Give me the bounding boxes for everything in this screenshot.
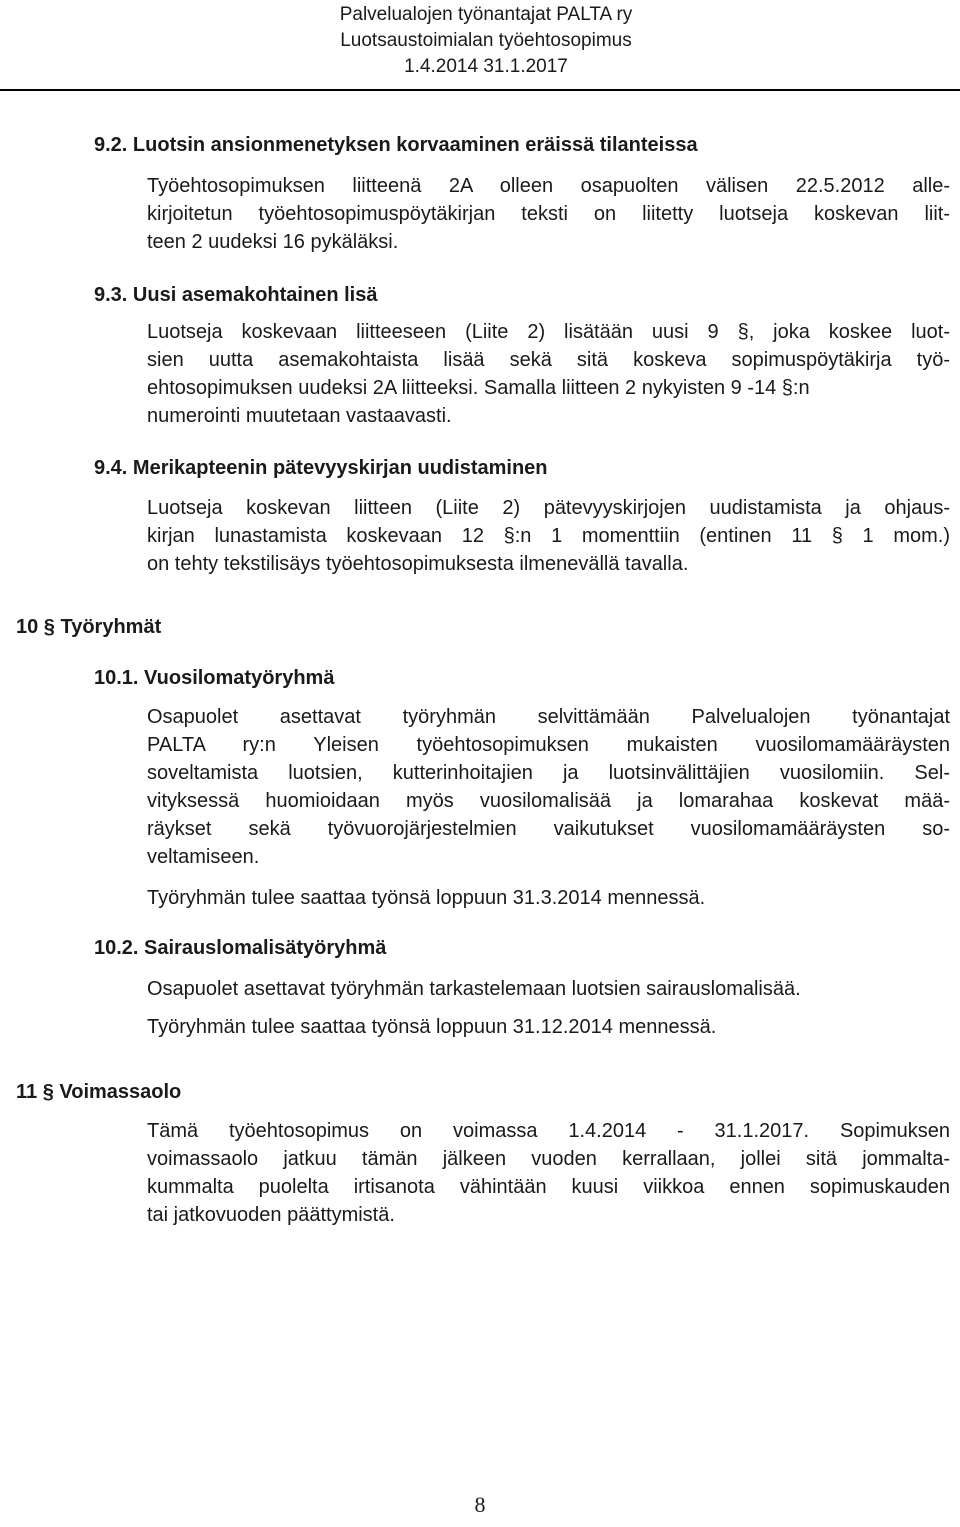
text-line: kummalta puolelta irtisanota vähintään kuusi viikkoa ennen sopimuskauden — [147, 1176, 950, 1198]
text-line: räykset sekä työvuorojärjestelmien vaikutukset vuosilomamääräysten so- — [147, 818, 950, 840]
section-9-3-text — [147, 318, 950, 430]
chapter-11-heading: 11 § Voimassaolo — [16, 1081, 182, 1103]
text-line: soveltamista luotsien, kutterinhoitajien ja luotsinvälittäjien vuosilomiin. Sel- — [147, 762, 950, 784]
header-divider — [0, 89, 960, 91]
text-line: Tämä työehtosopimus on voimassa 1.4.2014 - 31.1.2017. Sopimuksen — [147, 1120, 950, 1142]
text-line: vityksessä huomioidaan myös vuosilomalisää ja lomarahaa koskevat mää- — [147, 790, 950, 812]
section-10-2-heading: 10.2. Sairauslomalisätyöryhmä — [94, 937, 387, 959]
section-10-1-deadline: Työryhmän tulee saattaa työnsä loppuun 31.3.2014 mennessä. — [147, 887, 706, 909]
section-9-2-text — [147, 172, 950, 256]
text-line: voimassaolo jatkuu tämän jälkeen vuoden kerrallaan, jollei sitä jommalta- — [147, 1148, 950, 1170]
header-agreement: Luotsaustoimialan työehtosopimus — [340, 30, 632, 51]
text-line: numerointi muutetaan vastaavasti. — [147, 405, 452, 427]
section-9-4-text — [147, 494, 950, 578]
page-header — [306, 2, 666, 80]
text-line: tai jatkovuoden päättymistä. — [147, 1204, 395, 1226]
header-org: Palvelualojen työnantajat PALTA ry — [339, 4, 633, 25]
section-10-2-text: Osapuolet asettavat työryhmän tarkastelemaan luotsien sairauslomalisää. — [147, 978, 801, 1000]
text-line: PALTA ry:n Yleisen työehtosopimuksen mukaisten vuosilomamääräysten — [147, 734, 950, 756]
page-number: 8 — [474, 1492, 486, 1517]
text-line: ehtosopimuksen uudeksi 2A liitteeksi. Samalla liitteen 2 nykyisten 9 -14 §:n — [147, 377, 810, 399]
section-9-4-heading: 9.4. Merikapteenin pätevyyskirjan uudistaminen — [94, 457, 548, 479]
text-line: kirjoitetun työehtosopimuspöytäkirjan teksti on liitetty luotseja koskevan liit- — [147, 203, 950, 225]
chapter-11-text — [147, 1117, 950, 1229]
chapter-10-heading: 10 § Työryhmät — [16, 616, 162, 638]
text-line: Työehtosopimuksen liitteenä 2A olleen osapuolten välisen 22.5.2012 alle- — [147, 175, 950, 197]
section-10-1-text — [147, 703, 950, 871]
section-10-2-deadline: Työryhmän tulee saattaa työnsä loppuun 31.12.2014 mennessä. — [147, 1016, 717, 1038]
section-9-3-heading: 9.3. Uusi asemakohtainen lisä — [94, 284, 378, 306]
text-line: Luotseja koskevan liitteen (Liite 2) pätevyyskirjojen uudistamista ja ohjaus- — [147, 497, 950, 519]
text-line: Osapuolet asettavat työryhmän selvittämään Palvelualojen työnantajat — [147, 706, 950, 728]
text-line: sien uutta asemakohtaista lisää sekä sitä koskeva sopimuspöytäkirja työ- — [147, 349, 950, 371]
text-line: Luotseja koskevaan liitteeseen (Liite 2) lisätään uusi 9 §, joka koskee luot- — [147, 321, 950, 343]
text-line: kirjan lunastamista koskevaan 12 §:n 1 momenttiin (entinen 11 § 1 mom.) — [147, 525, 950, 547]
section-10-1-heading: 10.1. Vuosilomatyöryhmä — [94, 667, 335, 689]
header-period: 1.4.2014 31.1.2017 — [404, 56, 568, 77]
text-line: teen 2 uudeksi 16 pykäläksi. — [147, 231, 399, 253]
text-line: on tehty tekstilisäys työehtosopimuksesta ilmenevällä tavalla. — [147, 553, 689, 575]
text-line: veltamiseen. — [147, 846, 260, 868]
section-9-2-heading: 9.2. Luotsin ansionmenetyksen korvaaminen eräissä tilanteissa — [94, 134, 698, 156]
